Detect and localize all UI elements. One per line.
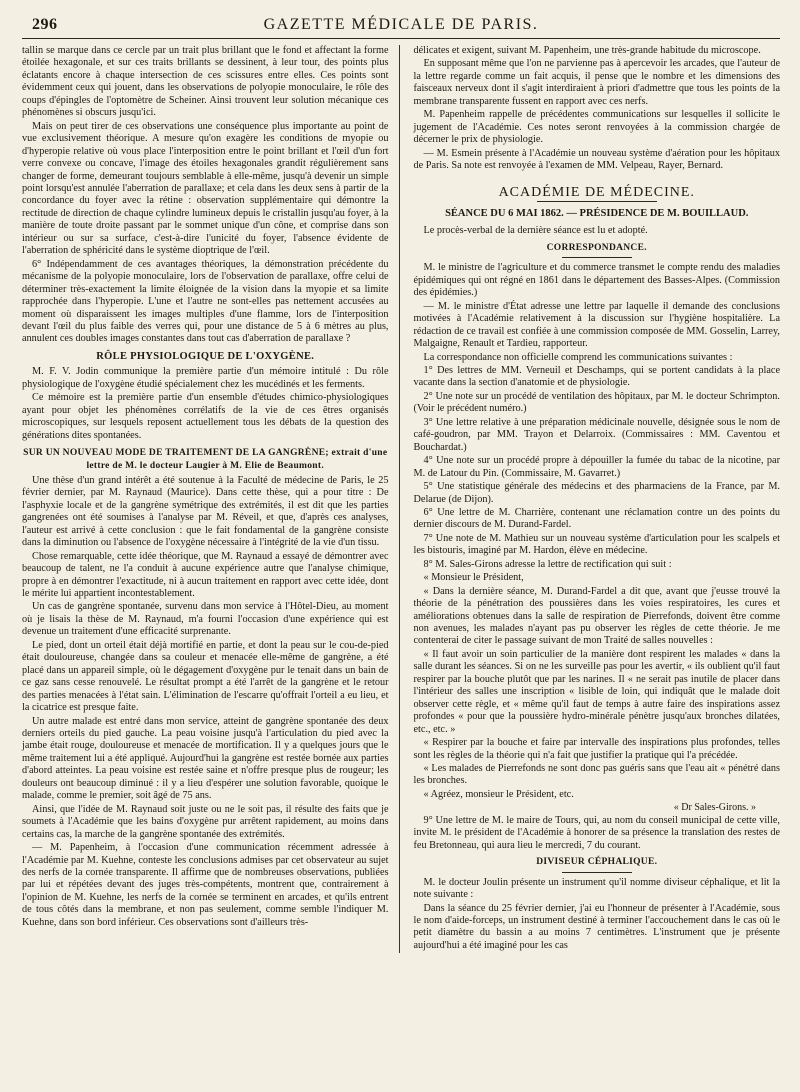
page-number: 296 [32, 16, 58, 33]
paragraph: 8° M. Sales-Girons adresse la lettre de rectification qui suit : [423, 558, 672, 570]
running-head [22, 14, 780, 39]
paragraph: Dans la séance du 25 février dernier, j'ai eu l'honneur de présenter à l'Académie, sous le nom d'aide-forceps, un instrument destiné à terminer l'accouchement dans le cas où le petit diamètre du bassin a au moins 7 centimètres. L'instrument que je présente aujourd'hui a été imaginé pour les cas [413, 902, 780, 951]
paragraph: Un autre malade est entré dans mon service, atteint de gangrène spontanée des deux derniers orteils du pied gauche. La peau voisine jusqu'à l'articulation du pied avec la jambe était rouge, douloureuse et menacée de mortification. Il y a quelques jours que le même traitement lui a été appliqué. Aujourd'hui la gangrène est restée bornée aux parties d'abord atteintes. La peau voisine est restée saine et n'offre presque plus de rougeur; les douleurs ont beaucoup diminué : il y a lieu d'espérer une solution favorable, quoique le malade, comme le premier, soit âgé de 75 ans. [22, 715, 389, 802]
paragraph: 2° Une note sur un procédé de ventilation des hôpitaux, par M. le docteur Schrimpton. (Voir le précédent numéro.) [413, 390, 780, 415]
subhead-rule [562, 872, 632, 873]
paragraph: « Il faut avoir un soin particulier de la manière dont respirent les malades « dans la salle durant les séances. Si on ne les surveille pas pour les avertir, « ils oublient qu'il faut respirer par la bouche plutôt que par les narines. Il « ne serait pas inutile de placer dans l'intérieur des salles une inscription « lisible de loin, qui indiquât que le malade doit observer cette règle, et « même qu'il faut de temps à autre faire des inspirations assez profondes « pour que la poussière hydro-minérale pénètre jusqu'aux bronches dilatées, etc., etc. » [413, 648, 780, 735]
paragraph: 6° Indépendamment de ces avantages théoriques, la démonstration précédente du mécanisme de la polyopie monoculaire, lors de l'observation de parallaxe, offre celui de déterminer très-exactement la limite éloignée de la vision dans la myopie et sa limite rapprochée dans l'hyperopie. L'une et l'autre ne sont-elles pas nettement accusées au moment où disparaissent les images multiples d'une flamme, lors de l'interposition devant l'œil du plus faible des verres qui, pour une distance de 5 à 6 mètres au plus, annulent ces doubles images constantes dans tout cas d'aberration de parallaxe ? [22, 258, 389, 345]
paragraph: « Les malades de Pierrefonds ne sont donc pas guéris sans que l'eau ait « pénétré dans les bronches. [413, 763, 780, 787]
diviseur-heading: DIVISEUR CÉPHALIQUE. [536, 857, 658, 868]
paragraph: « Respirer par la bouche et faire par intervalle des inspirations plus profondes, telles sont les règles de la théorie qui n'a fait que justifier la pratique qui l'a précédée. [413, 737, 780, 761]
paragraph: « Monsieur le Président, [423, 572, 524, 584]
right-column [414, 45, 781, 953]
paragraph: tallin se marque dans ce cercle par un trait plus brillant que le fond et affectant la forme étoilée hexagonale, et sur ces traits brillants se dessinent, à leur tour, des points plus éclatants encore à chaque intersection de ces scissures entre elles. Ces points sont évidemment ceux qui jouent, dans les observations de polyopie monoculaire, le rôle des coups d'épingles de l'optomètre de Scheiner. Ainsi trouvent leur solution mécanique ces phénomènes si obscurs jusqu'ici. [22, 45, 389, 119]
section-heading-oxygen: RÔLE PHYSIOLOGIQUE DE L'OXYGÈNE. [96, 350, 315, 362]
paragraph: — M. le ministre d'État adresse une lettre par laquelle il demande des conclusions motivées à l'Académie relativement à la discussion sur l'hygiène hospitalière. La rédaction de ce travail est confiée à une commission composée de MM. Gosselin, Larrey, Malgaigne, Renault et Tardieu, rapporteur. [413, 300, 780, 350]
paragraph: 1° Des lettres de MM. Verneuil et Deschamps, qui se portent candidats à la place vacante dans la section d'anatomie et de physiologie. [413, 364, 780, 389]
paragraph: M. F. V. Jodin communique la première partie d'un mémoire intitulé : Du rôle physiologique de l'oxygène étudié spécialement chez les mucédinés et les ferments. [22, 366, 389, 390]
text-columns [22, 45, 780, 953]
paragraph: 7° Une note de M. Mathieu sur un nouveau système d'articulation pour les scalpels et les bistouris, imaginé par M. Hardon, élève en médecine. [413, 532, 780, 557]
paragraph: — M. Papenheim, à l'occasion d'une communication récemment adressée à l'Académie par M. Kuehne, conteste les conclusions admises par cet observateur au sujet des nerfs de la cornée transparente. Il affirme que de nombreuses observations, publiées par lui et répétées devant des juges très-compétents, montrent que, contrairement à l'opinion de M. Kuehne, les nerfs de la cornée se terminent en arcades, et qu'ils entrent de tous côtés dans la membrane, et non pas seulement, comme semble l'indiquer M. Kuehne, dans son bord inférieur. Ces observations sont d'ailleurs très- [22, 842, 389, 928]
section-heading-gangrene: SUR UN NOUVEAU MODE DE TRAITEMENT DE LA GANGRÈNE; extrait d'une lettre de M. le docteur Laugier à M. Elie de Beaumont. [23, 448, 388, 471]
paragraph: M. le docteur Joulin présente un instrument qu'il nomme diviseur céphalique, et lit la note suivante : [413, 876, 780, 901]
paragraph: 3° Une lettre relative à une préparation médicinale nouvelle, désignée sous le nom de café-goudron, par MM. Trayon et Delarroix. (Commissaires : MM. Caventou et Bouchardat.) [413, 416, 780, 453]
paragraph: 5° Une statistique générale des médecins et des pharmaciens de la France, par M. Delarue (de Dijon). [413, 481, 780, 505]
correspondance-heading: CORRESPONDANCE. [546, 242, 647, 253]
paragraph: « Agréez, monsieur le Président, etc. [423, 788, 574, 800]
journal-title: GAZETTE MÉDICALE DE PARIS. [263, 16, 539, 33]
subhead-rule [562, 257, 632, 258]
paragraph: « Dans la dernière séance, M. Durand-Fardel a dit que, avant que j'eusse trouvé la théorie de la pénétration des poussières dans les voies respiratoires, les cures et améliorations obtenues dans la salle de respiration de Pierrefonds, doivent être comme non avenues, les malades n'ayant pas pu observer les règles de cette théorie. Je me contenterai de citer le passage suivant de mon Traité de salles nouvelles : [413, 585, 780, 647]
title-rule [537, 201, 657, 202]
left-column [22, 45, 400, 953]
paragraph: — M. Esmein présente à l'Académie un nouveau système d'aération pour les hôpitaux de Paris. Sa note est renvoyée à l'examen de MM. Velpeau, Rayer, Bernard. [413, 147, 780, 172]
paragraph: Ainsi, que l'idée de M. Raynaud soit juste ou ne le soit pas, il résulte des faits que je soumets à l'Académie que les bains d'oxygène pur arrêtent rapidement, au moins dans certains cas, la marche de la gangrène spontanée des extrémités. [22, 803, 389, 840]
paragraph: 4° Une note sur un procédé propre à dépouiller la fumée du tabac de la nicotine, par M. de Latour du Pin. (Commissaire, M. Gavarret.) [413, 455, 780, 479]
paragraph: Chose remarquable, cette idée théorique, que M. Raynaud a essayé de démontrer avec beaucoup de talent, ne l'a conduit à aucune expérience autre que l'analyse chimique, propre à en démontrer l'exactitude, ni à aucun traitement en rapport avec cette idée, dont le mérite lui appartient incontestablement. [22, 550, 389, 600]
paragraph: 6° Une lettre de M. Charrière, contenant une réclamation contre un des points du dernier discours de M. Durand-Fardel. [413, 506, 780, 531]
paragraph: délicates et exigent, suivant M. Papenheim, une très-grande habitude du microscope. [413, 45, 761, 56]
paragraph: La correspondance non officielle comprend les communications suivantes : [423, 351, 733, 363]
paragraph: Le pied, dont un orteil était déjà mortifié en partie, et dont la peau sur le cou-de-pied était douloureuse, changée dans sa couleur et menacée elle-même de gangrène, a été placé dans un appareil simple, où le dégagement d'oxygène pur le tenait dans un bain de ce gaz sans cesse renouvelé. Le résultat prompt a été l'arrêt de la gangrène et le retour des parties menacées à l'état sain. L'élimination de l'escarre qu'offrait l'orteil a eu lieu, et la cicatrice est presque faite. [22, 639, 389, 714]
paragraph: Mais on peut tirer de ces observations une conséquence plus importante au point de vue exclusivement théorique. A mesure qu'on exagère les conditions de myopie ou d'hyperopie relative où vous place l'interposition entre le point brillant et l'œil d'un fort verre convexe ou concave, l'image des étoiles hexagonales grandit régulièrement sans changer de forme, demeurant toujours semblable à elle-même, jusqu'à devenir un simple point lorsqu'est annulée l'aberration de parallaxe; et cela dans les deux sens à partir de la concordance du foyer avec la rétine : observation supplémentaire qui démontre la rectitude de direction de chaque cylindre lumineux depuis le cristallin jusqu'au foyer, à la manière de toute droite passant par le sommet unique d'un cône, et comprise dans son intérieur ou sur sa surface, c'est-à-dire l'unicité du foyer, l'absence évidente de l'aberration de sphéricité dans le système dioptrique de l'œil. [22, 120, 389, 257]
paragraph: M. le ministre de l'agriculture et du commerce transmet le compte rendu des maladies épidémiques qui ont régné en 1861 dans le département des Basses-Alpes. (Commission des épidémies.) [413, 262, 780, 299]
paragraph: Un cas de gangrène spontanée, survenu dans mon service à l'Hôtel-Dieu, au moment où je lisais la thèse de M. Raynaud, m'a fourni l'occasion d'une expérience qui est devenue un traitement d'une efficacité surprenante. [22, 601, 389, 638]
paragraph: 9° Une lettre de M. le maire de Tours, qui, au nom du conseil municipal de cette ville, invite M. le président de l'Académie à honorer de sa présence la translation des restes de feu Bretonneau, qui aura lieu le mercredi, 7 du courant. [413, 814, 780, 851]
section-title-academie: ACADÉMIE DE MÉDECINE. [498, 184, 695, 200]
seance-heading: SÉANCE DU 6 MAI 1862. — PRÉSIDENCE DE M. BOUILLAUD. [445, 207, 749, 219]
paragraph: Ce mémoire est la première partie d'un ensemble d'études chimico-physiologiques ayant pour objet les phénomènes corrélatifs de la vie de ces êtres organisés microscopiques, sur lesquels reposent actuellement tous les débats de la question des générations dites spontanées. [22, 392, 389, 441]
paragraph: Le procès-verbal de la dernière séance est lu et adopté. [423, 225, 648, 237]
signature: « Dr Sales-Girons. » [673, 802, 756, 814]
paragraph: Une thèse d'un grand intérêt a été soutenue à la Faculté de médecine de Paris, le 25 février dernier, par M. Raynaud (Maurice). Dans cette thèse, qui a pour titre : De l'asphyxie locale et de la gangrène symétrique des extrémités, il est dit que les parties gangrenées ont été soumises à l'analyse par M. Réveil, et que, d'après ces analyses, l'auteur est arrivé à cette conclusion : que le fait fondamental de la gangrène consiste dans la diminution ou l'absence de l'oxygène nécessaire à l'intégrité de la vie d'un tissu. [22, 474, 389, 549]
paragraph: En supposant même que l'on ne parvienne pas à apercevoir les arcades, que l'auteur de la lettre regarde comme un fait acquis, il pense que le nombre et les dimensions des faisceaux nerveux dont il s'agit interdiraient à priori d'admettre que tous les points de la membrane transparente fussent en rapport avec ces nerfs. [413, 58, 780, 107]
paragraph: M. Papenheim rappelle de précédentes communications sur lesquelles il sollicite le jugement de l'Académie. Ces notes seront renvoyées à la commission chargée de décerner le prix de physiologie. [413, 109, 780, 146]
